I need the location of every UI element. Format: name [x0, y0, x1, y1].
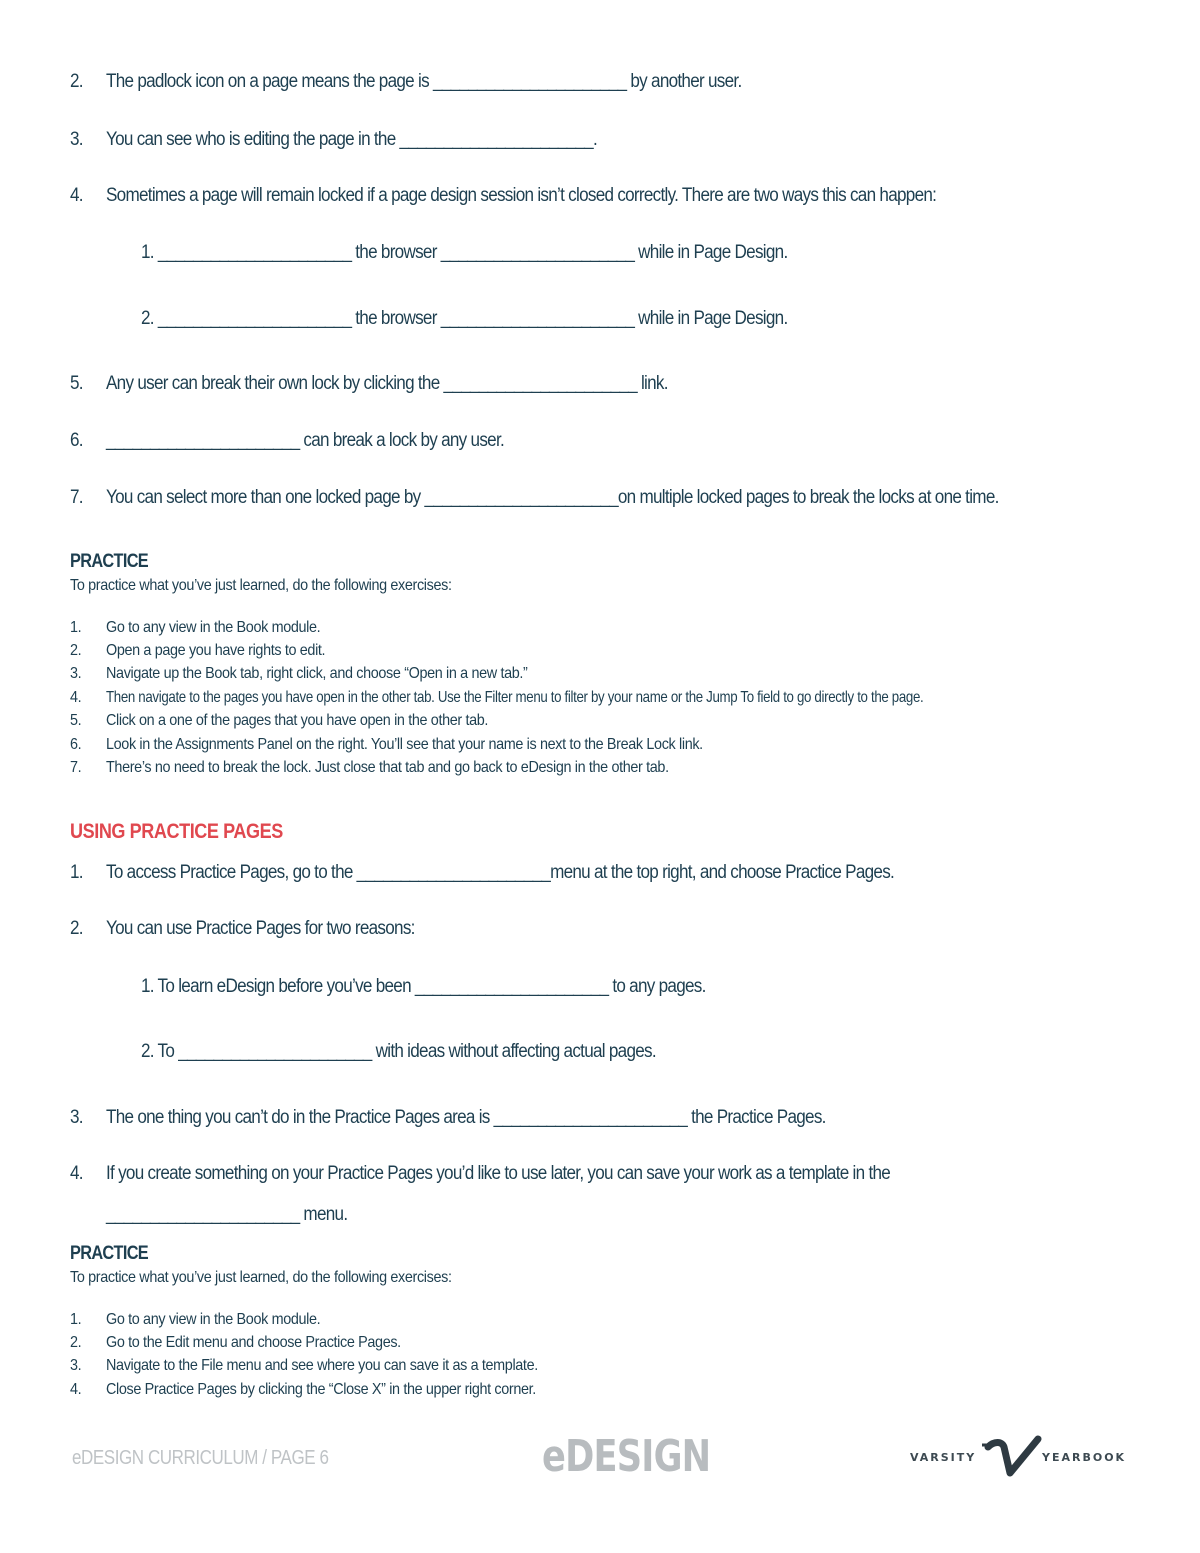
- list-item: Then navigate to the pages you have open in the other tab. Use the Filter menu to filter by your name or the Jump To field to go directly to the page.: [106, 689, 924, 706]
- fill-blank: ______________________: [157, 308, 352, 329]
- list-item: Click on a one of the pages that you have open in the other tab.: [106, 712, 489, 729]
- list-item-num: 4.: [70, 689, 82, 706]
- fill-blank: ______________________: [443, 373, 637, 394]
- fill-blank: ______________________: [157, 242, 352, 263]
- list-item: Open a page you have rights to edit.: [106, 642, 326, 659]
- fill-blank: ______________________: [178, 1041, 372, 1062]
- list-item-num: 2.: [70, 1334, 82, 1351]
- practice-heading: PRACTICE: [70, 1243, 149, 1264]
- practice-intro: To practice what you’ve just learned, do the following exercises:: [70, 1269, 452, 1286]
- list-item: Look in the Assignments Panel on the right. You’ll see that your name is next to the Break Lock link.: [106, 736, 703, 753]
- fill-blank: ______________________: [399, 129, 593, 150]
- varsity-v-icon: [980, 1433, 1050, 1483]
- list-item-num: 3.: [70, 665, 82, 682]
- section2-question-2-sub-1: 1. To learn eDesign before you’ve been ______________________ to any pages.: [141, 976, 706, 997]
- list-item-num: 3.: [70, 1357, 82, 1374]
- list-item-num: 4.: [70, 1381, 82, 1398]
- list-item: Navigate up the Book tab, right click, and choose “Open in a new tab.”: [106, 665, 528, 682]
- fill-blank: ______________________: [493, 1107, 688, 1128]
- fill-blank: ______________________: [440, 242, 635, 263]
- list-item-num: 1.: [70, 619, 82, 636]
- footer-page-label: eDESIGN CURRICULUM / PAGE 6: [72, 1447, 329, 1469]
- list-item-num: 1.: [70, 1311, 82, 1328]
- practice-intro: To practice what you’ve just learned, do the following exercises:: [70, 577, 452, 594]
- list-item-num: 7.: [70, 759, 82, 776]
- list-item: There’s no need to break the lock. Just close that tab and go back to eDesign in the other tab.: [106, 759, 669, 776]
- section-title: USING PRACTICE PAGES: [70, 820, 283, 843]
- varsity-yearbook-logo: VARSITY YEARBOOK: [910, 1433, 1115, 1483]
- fill-blank: ______________________: [106, 1204, 300, 1225]
- practice-heading: PRACTICE: [70, 551, 149, 572]
- edesign-logo: eDESIGN: [542, 1431, 711, 1482]
- section2-question-2-sub-2: 2. To ______________________ with ideas without affecting actual pages.: [141, 1041, 656, 1062]
- list-item: Go to any view in the Book module.: [106, 1311, 321, 1328]
- list-item-num: 6.: [70, 736, 82, 753]
- fill-blank: ______________________: [356, 862, 551, 883]
- question-4-sub-1: 1. ______________________ the browser ______________________ while in Page Design.: [141, 242, 788, 263]
- list-item: Go to the Edit menu and choose Practice Pages.: [106, 1334, 401, 1351]
- fill-blank: ______________________: [424, 487, 618, 508]
- list-item: Go to any view in the Book module.: [106, 619, 321, 636]
- list-item: Close Practice Pages by clicking the “Close X” in the upper right corner.: [106, 1381, 536, 1398]
- list-item-num: 5.: [70, 712, 82, 729]
- list-item: Navigate to the File menu and see where you can save it as a template.: [106, 1357, 538, 1374]
- question-4-sub-2: 2. ______________________ the browser ______________________ while in Page Design.: [141, 308, 788, 329]
- fill-blank: ______________________: [414, 976, 609, 997]
- fill-blank: ______________________: [440, 308, 635, 329]
- fill-blank: ______________________: [106, 430, 300, 451]
- fill-blank: ______________________: [432, 71, 627, 92]
- list-item-num: 2.: [70, 642, 82, 659]
